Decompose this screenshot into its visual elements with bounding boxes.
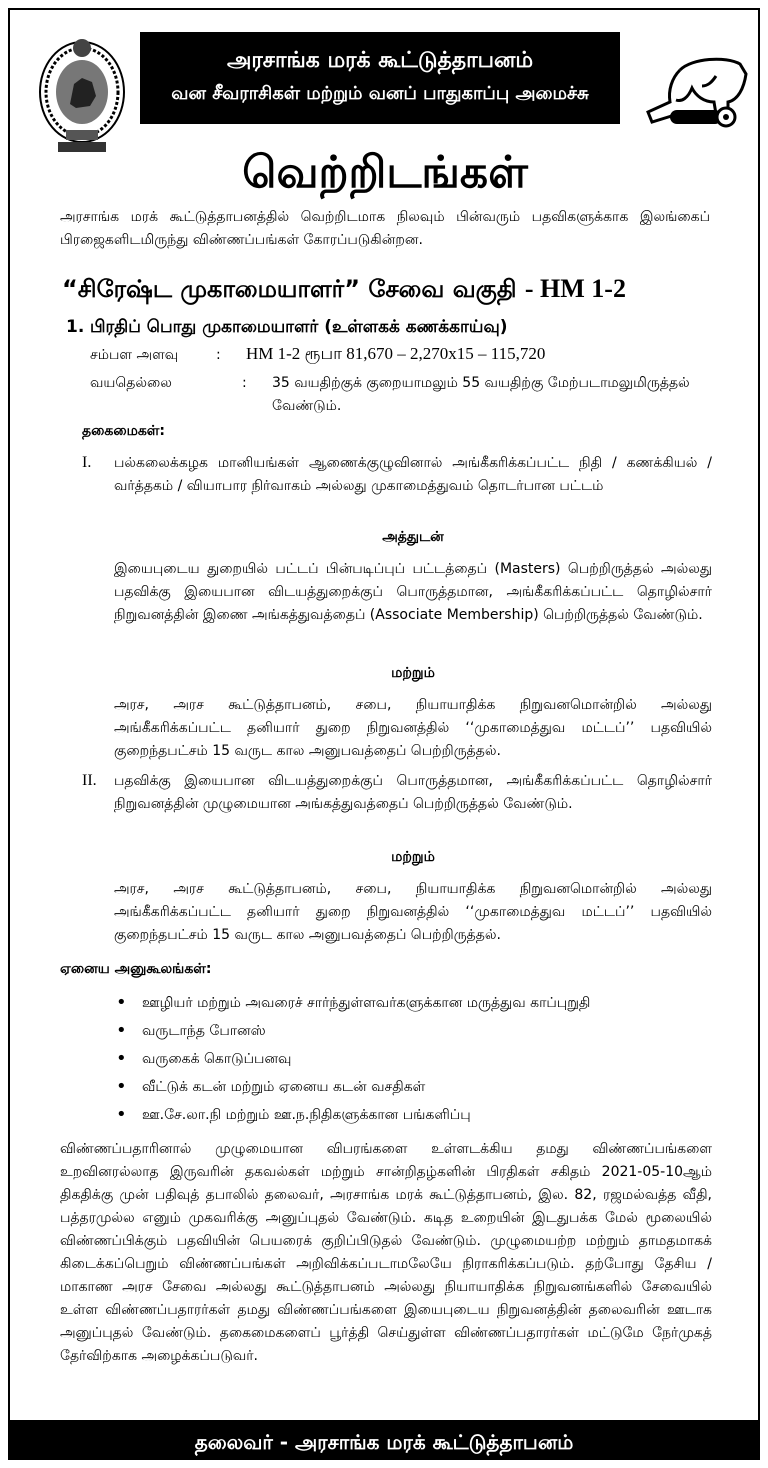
benefit-item: வீட்டுக் கடன் மற்றும் ஏனைய கடன் வசதிகள் [142, 1079, 426, 1095]
qualification-2-numeral: II. [82, 772, 97, 789]
page-title: வெற்றிடங்கள் [242, 147, 528, 198]
qualification-1-connector-1: அத்துடன் [382, 529, 444, 545]
sri-lanka-emblem-icon [36, 34, 128, 158]
qualification-2-text: பதவிக்கு இயைபான விடயத்துறைக்குப் பொருத்தமான, அங்கீகரிக்கப்பட்ட தொழில்சார் நிறுவனத்தின் முழுமையான அங்கத்துவத்தைப் பெற்றிருத்தல் வேண்டும். [114, 773, 712, 812]
service-grade: - HM 1-2 [524, 274, 626, 303]
benefit-item: வருகைக் கொடுப்பனவு [142, 1051, 292, 1067]
intro-paragraph: அரசாங்க மரக் கூட்டுத்தாபனத்தில் வெற்றிடமாக நிலவும் பின்வரும் பதவிகளுக்காக இலங்கைப் பிரஜைகளிடமிருந்து விண்ணப்பங்கள் கோரப்படுகின்றன. [60, 209, 710, 248]
qualification-1-text-3: அரச, அரச கூட்டுத்தாபனம், சபை, நியாயாதிக்க நிறுவனமொன்றில் அல்லது அங்கீகரிக்கப்பட்ட தனியார் துறை நிறுவனத்தில் ‘‘முகாமைத்துவ மட்டப்’’ பதவியில் குறைந்தபட்சம் 15 வருட கால அனுபவத்தைப் பெற்றிருத்தல். [114, 697, 712, 759]
header-banner [140, 32, 620, 124]
qualification-1-text-2: இயைபுடைய துறையில் பட்டப் பின்படிப்புப் பட்டத்தைப் (Masters) பெற்றிருத்தல் அல்லது பதவிக்கு இயைபான விடயத்துறைக்குப் பொருத்தமான, அங்கீகரிக்கப்பட்ட தொழில்சார் நிறுவனத்தின் இணை அங்கத்துவத்தைப் (Associate Membership) பெற்றிருத்தல் வேண்டும். [114, 561, 712, 623]
ministry-name: வன சீவராசிகள் மற்றும் வனப் பாதுகாப்பு அமைச்சு [171, 83, 589, 104]
benefits-heading: ஏனைய அனுகூலங்கள்: [60, 961, 212, 977]
age-value: 35 வயதிற்குக் குறையாமலும் 55 வயதிற்கு மேற்படாமலுமிருத்தல் வேண்டும். [272, 375, 690, 414]
qualification-2-text-2: அரச, அரச கூட்டுத்தாபனம், சபை, நியாயாதிக்க நிறுவனமொன்றில் அல்லது அங்கீகரிக்கப்பட்ட தனியார் துறை நிறுவனத்தில் ‘‘முகாமைத்துவ மட்டப்’’ பதவியில் குறைந்தபட்சம் 15 வருட கால அனுபவத்தைப் பெற்றிருத்தல். [114, 881, 712, 943]
post-title: பிரதிப் பொது முகாமையாளர் (உள்ளகக் கணக்காய்வு) [90, 317, 508, 337]
bullet: • [116, 1104, 127, 1125]
service-heading [62, 272, 626, 306]
bullet: • [116, 1020, 127, 1041]
footer-signature: தலைவர் - அரசாங்க மரக் கூட்டுத்தாபனம் [10, 1420, 758, 1460]
age-label: வயதெல்லை [90, 375, 172, 391]
service-name: “சிரேஷ்ட முகாமையாளர்” சேவை வகுதி [62, 275, 517, 303]
bullet: • [116, 1048, 127, 1069]
post-number: 1. [66, 317, 85, 337]
qualification-1-connector-2: மற்றும் [391, 665, 435, 681]
qualifications-heading: தகைமைகள்: [82, 423, 166, 439]
elephant-log-logo-icon [642, 52, 752, 132]
qualification-1-text: பல்கலைக்கழக மானியங்கள் ஆணைக்குழுவினால் அங்கீகரிக்கப்பட்ட நிதி / கணக்கியல் / வர்த்தகம் / வியாபார நிர்வாகம் அல்லது முகாமைத்துவம் தொடர்பான பட்டம் [114, 455, 712, 494]
application-instructions: விண்ணப்பதாரினால் முழுமையான விபரங்களை உள்ளடக்கிய தமது விண்ணப்பங்களை உறவினரல்லாத இருவரின் தகவல்கள் மற்றும் சான்றிதழ்களின் பிரதிகள் சகிதம் 2021-05-10ஆம் திகதிக்கு முன் பதிவுத் தபாலில் தலைவர், அரசாங்க மரக் கூட்டுத்தாபனம், இல. 82, ரஜமல்வத்த வீதி, பத்தரமுல்ல எனும் முகவரிக்கு அனுப்புதல் வேண்டும். கடித உறையின் இடதுபக்க மேல் மூலையில் விண்ணப்பிக்கும் பதவியின் பெயரைக் குறிப்பிடுதல் வேண்டும். முழுமையற்ற மற்றும் தாமதமாகக் கிடைக்கப்பெறும் விண்ணப்பங்கள் அறிவிக்கப்படாமலேயே நிராகரிக்கப்படும். தற்போது தேசிய / மாகாண அரச சேவை அல்லது கூட்டுத்தாபனம் அல்லது நியாயாதிக்க நிறுவனங்களில் சேவையில் உள்ள விண்ணப்பதாரர்கள் தமது விண்ணப்பங்களை இயைபுடைய நிறுவனத்தின் தலைவரின் ஊடாக அனுப்புதல் வேண்டும். தகைமைகளைப் பூர்த்தி செய்துள்ள விண்ணப்பதாரர்கள் மட்டுமே நேர்முகத் தேர்விற்காக அழைக்கப்படுவர். [60, 1141, 712, 1364]
salary-value: HM 1-2 ரூபா 81,670 – 2,270x15 – 115,720 [246, 344, 546, 363]
bullet: • [116, 992, 127, 1013]
qualification-2-connector: மற்றும் [391, 849, 435, 865]
age-separator: : [242, 375, 247, 391]
benefit-item: ஊழியர் மற்றும் அவரைச் சார்ந்துள்ளவர்களுக்கான மருத்துவ காப்புறுதி [142, 995, 591, 1011]
salary-label: சம்பள அளவு [90, 347, 179, 363]
bullet: • [116, 1076, 127, 1097]
organisation-name: அரசாங்க மரக் கூட்டுத்தாபனம் [226, 48, 534, 73]
benefit-item: வருடாந்த போனஸ் [142, 1023, 266, 1039]
benefit-item: ஊ.சே.லா.நி மற்றும் ஊ.ந.நிதிகளுக்கான பங்களிப்பு [142, 1107, 471, 1123]
advertisement-frame [8, 8, 760, 1460]
salary-separator: : [216, 347, 221, 363]
qualification-1-numeral: I. [82, 454, 92, 471]
